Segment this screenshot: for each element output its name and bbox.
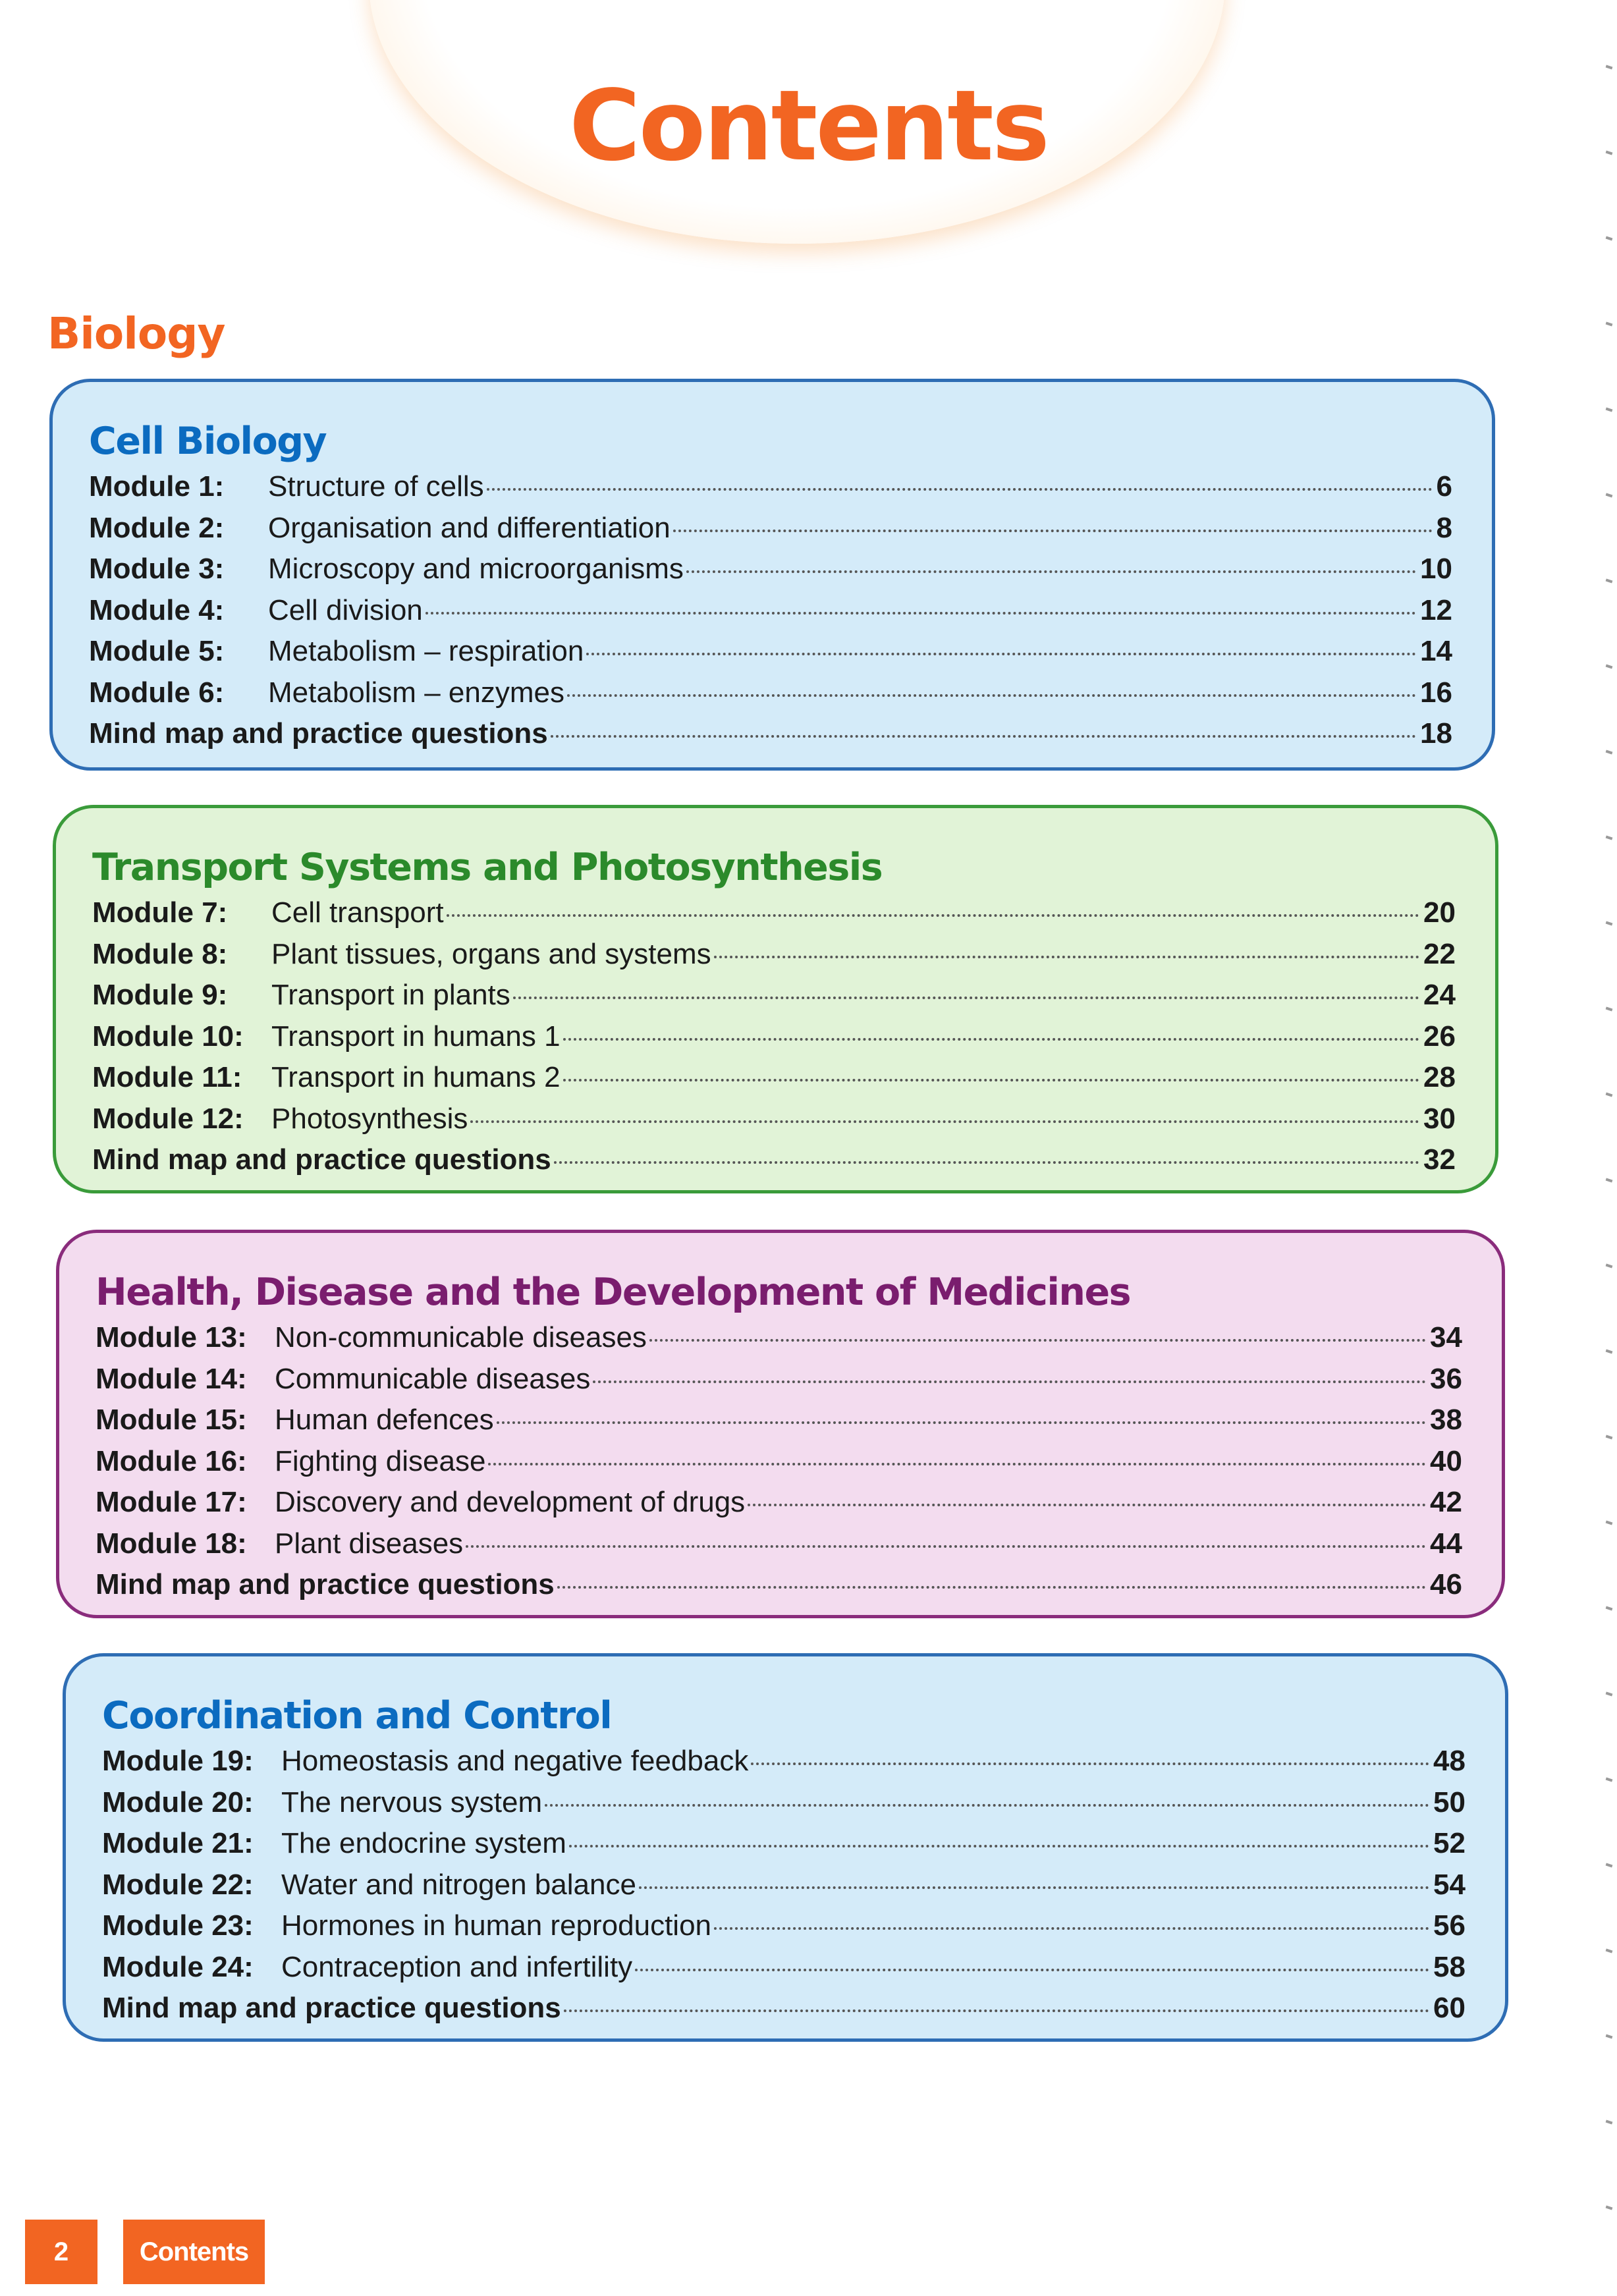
module-label: Module 4: <box>89 593 225 626</box>
toc-row-module-4[interactable] <box>89 594 1452 636</box>
module-label: Module 9: <box>92 979 228 1011</box>
dot-leader <box>714 1927 1429 1930</box>
toc-row-module-6[interactable] <box>89 676 1452 718</box>
page-number: 24 <box>1423 979 1456 1011</box>
toc-row-module-5[interactable] <box>89 635 1452 676</box>
dot-leader <box>487 488 1433 491</box>
dot-leader <box>593 1380 1426 1383</box>
page-number: 6 <box>1436 470 1452 503</box>
mind-map-label: Mind map and practice questions <box>96 1568 555 1600</box>
page-number: 26 <box>1423 1020 1456 1052</box>
dot-leader <box>513 997 1419 999</box>
module-title: Microscopy and microorganisms <box>268 553 684 585</box>
page-number: 22 <box>1423 937 1456 970</box>
page-number: 14 <box>1420 635 1452 667</box>
module-title: Water and nitrogen balance <box>281 1868 636 1901</box>
dot-leader <box>545 1804 1429 1807</box>
toc-row-module-21[interactable] <box>102 1827 1466 1869</box>
toc-row-module-17[interactable] <box>96 1486 1462 1527</box>
module-title: Homeostasis and negative feedback <box>281 1745 749 1777</box>
module-label: Module 20: <box>102 1786 254 1818</box>
module-title: Plant diseases <box>275 1527 464 1560</box>
footer-label: Contents <box>123 2220 265 2284</box>
page-number: 48 <box>1433 1745 1466 1777</box>
module-label: Module 2: <box>89 511 225 544</box>
page-number: 56 <box>1433 1909 1466 1942</box>
dot-leader <box>563 1038 1419 1041</box>
toc-row-mind-map[interactable] <box>89 717 1452 759</box>
module-label: Module 17: <box>96 1486 247 1518</box>
section-title: Transport Systems and Photosynthesis <box>92 846 883 889</box>
section-title: Health, Disease and the Development of Medicines <box>96 1271 1131 1314</box>
dot-leader <box>714 956 1419 958</box>
page-number: 38 <box>1430 1404 1462 1436</box>
module-label: Module 11: <box>92 1061 242 1093</box>
toc-row-mind-map[interactable] <box>96 1568 1462 1610</box>
module-title: Structure of cells <box>268 470 484 503</box>
dot-leader <box>649 1339 1426 1342</box>
toc-row-module-24[interactable] <box>102 1951 1466 1992</box>
module-title: Organisation and differentiation <box>268 511 671 544</box>
dot-leader <box>497 1421 1426 1424</box>
dot-leader <box>567 694 1416 697</box>
section-coordination-control <box>63 1653 1508 2042</box>
module-title: Discovery and development of drugs <box>275 1486 746 1518</box>
toc-row-module-11[interactable] <box>92 1061 1456 1103</box>
module-label: Module 19: <box>102 1745 254 1777</box>
toc-row-module-7[interactable] <box>92 896 1456 938</box>
toc-row-mind-map[interactable] <box>102 1992 1466 2033</box>
dot-leader <box>466 1545 1426 1548</box>
toc-row-module-9[interactable] <box>92 979 1456 1020</box>
module-label: Module 15: <box>96 1404 247 1436</box>
module-title: Communicable diseases <box>275 1362 591 1395</box>
dot-leader <box>686 570 1416 573</box>
page-number: 12 <box>1420 593 1452 626</box>
toc-row-module-12[interactable] <box>92 1103 1456 1144</box>
module-title: Metabolism – respiration <box>268 635 584 667</box>
page-number: 30 <box>1423 1102 1456 1135</box>
module-label: Module 7: <box>92 896 228 929</box>
section-title: Coordination and Control <box>102 1694 612 1737</box>
toc-row-module-8[interactable] <box>92 938 1456 979</box>
page-number: 50 <box>1433 1786 1466 1818</box>
mind-map-label: Mind map and practice questions <box>92 1143 551 1176</box>
module-label: Module 23: <box>102 1909 254 1942</box>
toc-row-module-1[interactable] <box>89 470 1452 512</box>
dot-leader <box>586 653 1416 655</box>
toc-row-module-15[interactable] <box>96 1404 1462 1445</box>
dot-leader <box>751 1763 1429 1765</box>
dot-leader <box>551 735 1416 738</box>
dot-leader <box>554 1161 1419 1164</box>
dot-leader <box>447 914 1419 917</box>
module-label: Module 18: <box>96 1527 247 1560</box>
page-number: 44 <box>1430 1527 1462 1560</box>
page-number: 36 <box>1430 1362 1462 1395</box>
toc-row-module-22[interactable] <box>102 1869 1466 1910</box>
dot-leader <box>470 1120 1419 1123</box>
dot-leader <box>748 1504 1426 1506</box>
module-title: The nervous system <box>281 1786 543 1818</box>
module-title: Photosynthesis <box>271 1102 468 1135</box>
module-label: Module 16: <box>96 1444 247 1477</box>
dot-leader <box>488 1463 1426 1465</box>
section-cell-biology <box>49 379 1495 771</box>
toc-row-module-14[interactable] <box>96 1363 1462 1404</box>
dot-leader <box>639 1886 1429 1889</box>
binding-edge-marks <box>1606 40 1615 2279</box>
page-title: Contents <box>569 69 1048 182</box>
module-title: Cell transport <box>271 896 444 929</box>
dot-leader <box>563 1079 1419 1081</box>
module-title: Non-communicable diseases <box>275 1321 647 1353</box>
page-number: 18 <box>1420 717 1452 750</box>
module-label: Module 14: <box>96 1362 247 1395</box>
module-label: Module 24: <box>102 1950 254 1983</box>
module-label: Module 5: <box>89 635 225 667</box>
section-transport-systems <box>53 805 1498 1193</box>
page-number: 16 <box>1420 676 1452 709</box>
footer-page-number: 2 <box>25 2220 97 2284</box>
dot-leader <box>569 1845 1429 1847</box>
toc-row-module-23[interactable] <box>102 1909 1466 1951</box>
module-title: Human defences <box>275 1404 494 1436</box>
page-number: 60 <box>1433 1992 1466 2024</box>
page-number: 32 <box>1423 1143 1456 1176</box>
module-title: Transport in humans 2 <box>271 1061 561 1093</box>
dot-leader <box>425 612 1416 615</box>
toc-row-module-3[interactable] <box>89 553 1452 594</box>
module-title: Transport in plants <box>271 979 510 1011</box>
module-title: Hormones in human reproduction <box>281 1909 712 1942</box>
dot-leader <box>564 2009 1429 2012</box>
page-number: 58 <box>1433 1950 1466 1983</box>
module-label: Module 12: <box>92 1102 244 1135</box>
module-title: Metabolism – enzymes <box>268 676 564 709</box>
page-number: 52 <box>1433 1827 1466 1859</box>
toc-row-module-13[interactable] <box>96 1321 1462 1363</box>
module-title: The endocrine system <box>281 1827 566 1859</box>
mind-map-label: Mind map and practice questions <box>89 717 548 750</box>
dot-leader <box>635 1969 1429 1971</box>
toc-row-module-20[interactable] <box>102 1786 1466 1828</box>
module-label: Module 8: <box>92 937 228 970</box>
module-label: Module 21: <box>102 1827 254 1859</box>
page-number: 28 <box>1423 1061 1456 1093</box>
dot-leader <box>673 530 1433 532</box>
module-label: Module 3: <box>89 553 225 585</box>
page-number: 54 <box>1433 1868 1466 1901</box>
module-title: Plant tissues, organs and systems <box>271 937 711 970</box>
page-number: 34 <box>1430 1321 1462 1353</box>
toc-row-module-16[interactable] <box>96 1445 1462 1487</box>
module-title: Contraception and infertility <box>281 1950 633 1983</box>
toc-row-module-10[interactable] <box>92 1020 1456 1062</box>
toc-row-module-18[interactable] <box>96 1527 1462 1569</box>
mind-map-label: Mind map and practice questions <box>102 1992 561 2024</box>
toc-row-mind-map[interactable] <box>92 1143 1456 1185</box>
module-label: Module 22: <box>102 1868 254 1901</box>
module-title: Fighting disease <box>275 1444 486 1477</box>
module-title: Transport in humans 1 <box>271 1020 561 1052</box>
module-label: Module 10: <box>92 1020 244 1052</box>
page-number: 40 <box>1430 1444 1462 1477</box>
subject-heading: Biology <box>47 308 225 359</box>
page-number: 8 <box>1436 511 1452 544</box>
section-title: Cell Biology <box>89 420 327 463</box>
module-label: Module 6: <box>89 676 225 709</box>
section-health-disease <box>56 1230 1505 1618</box>
module-title: Cell division <box>268 593 423 626</box>
toc-row-module-19[interactable] <box>102 1745 1466 1786</box>
toc-row-module-2[interactable] <box>89 512 1452 553</box>
page-number: 46 <box>1430 1568 1462 1600</box>
module-label: Module 13: <box>96 1321 247 1353</box>
page-number: 42 <box>1430 1486 1462 1518</box>
dot-leader <box>557 1586 1426 1589</box>
page-number: 20 <box>1423 896 1456 929</box>
module-label: Module 1: <box>89 470 225 503</box>
page-number: 10 <box>1420 553 1452 585</box>
